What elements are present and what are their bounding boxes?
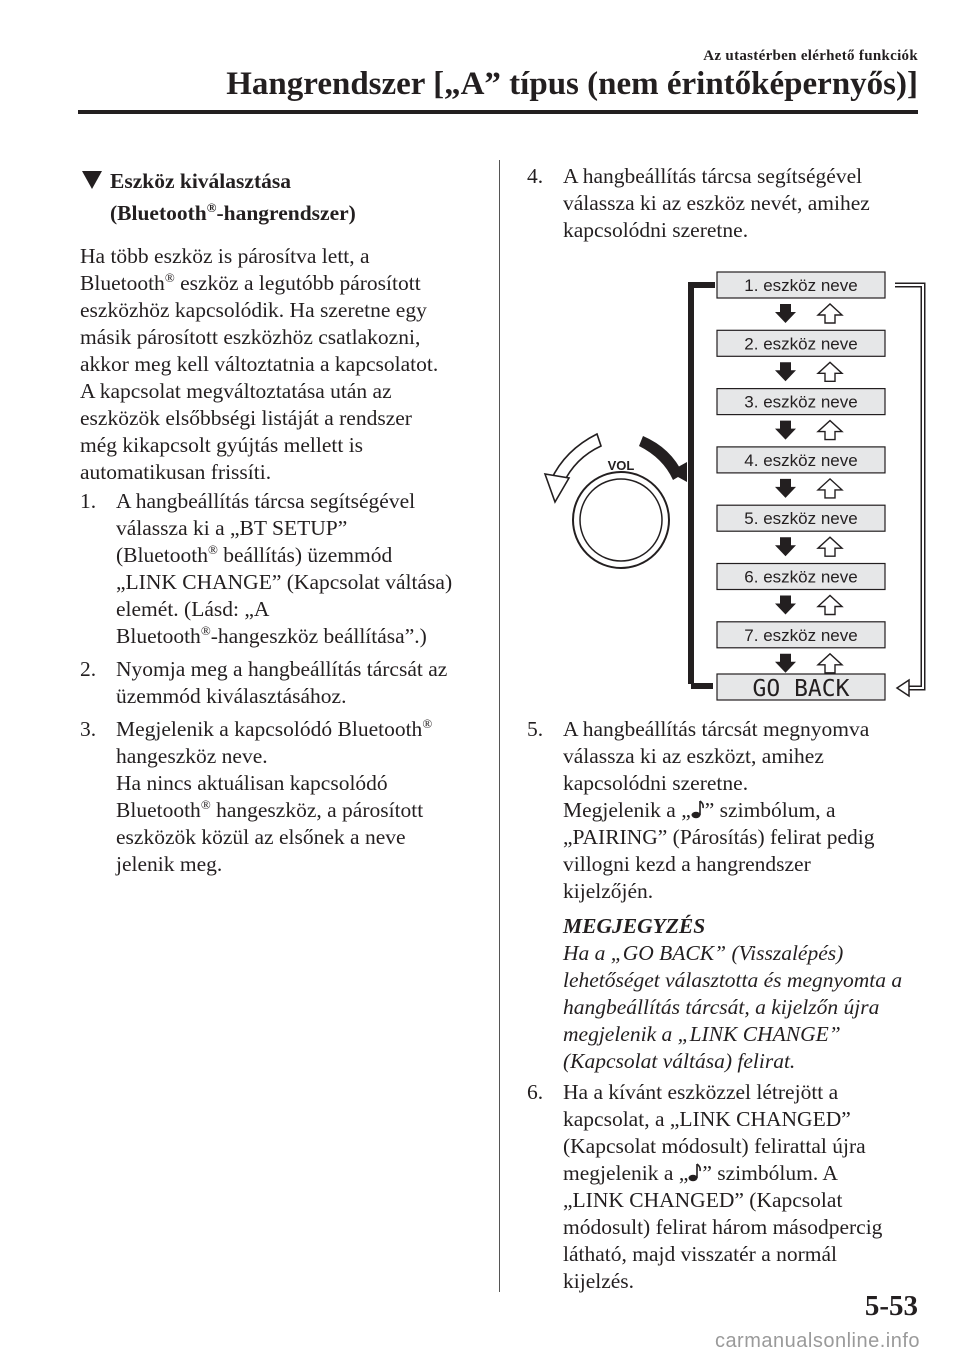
section-title-line-2: [110, 197, 475, 229]
knob-label: VOL: [607, 458, 635, 473]
text-line: hangeszköz neve.: [116, 744, 268, 768]
device-name: 2. eszköz neve: [744, 334, 858, 354]
text-line: A hangbeállítás tárcsa segítségével: [563, 164, 863, 188]
page-number: 5-53: [864, 1290, 918, 1322]
step-number: 4.: [527, 164, 544, 188]
solid-arrow-down-icon: [775, 537, 796, 556]
text-span: (Bluetooth: [116, 543, 208, 567]
outline-arrow-up-icon: [818, 362, 842, 381]
page-title: Hangrendszer [„A” típus (nem érintőképernyős)]: [226, 66, 918, 102]
text-line: [80, 270, 475, 297]
text-line: elemét. (Lásd: „A: [116, 597, 270, 621]
text-line: [116, 797, 475, 824]
device-name: 1. eszköz neve: [744, 276, 858, 295]
solid-arrow-down-icon: [775, 596, 796, 615]
step-number: 6.: [527, 1080, 544, 1104]
text-line: Ha a „GO BACK” (Visszalépés): [563, 941, 844, 965]
text-line: Ha a kívánt eszközzel létrejött a: [563, 1080, 839, 1104]
note-text: [527, 940, 922, 1075]
text-line: automatikusan frissíti.: [80, 460, 272, 484]
text-line: kijelzőjén.: [563, 879, 654, 903]
text-line: [116, 716, 475, 743]
text-span: Bluetooth: [80, 271, 165, 295]
loop-line-left: [691, 285, 715, 684]
text-line: A hangbeállítás tárcsát megnyomva: [563, 717, 870, 741]
music-note-icon: [688, 1162, 702, 1182]
text-line: Ha több eszköz is párosítva lett, a: [80, 244, 370, 268]
text-span: eszköz a legutóbb párosított: [174, 271, 421, 295]
text-span: beállítás) üzemmód: [217, 543, 393, 567]
text-line: kijelzés.: [563, 1269, 635, 1293]
text-line: eszközök elsőbbségi listáját a rendszer: [80, 406, 412, 430]
section-title-text: (Bluetooth: [110, 201, 207, 225]
solid-arrow-down-icon: [775, 479, 796, 498]
text-line: hangbeállítás tárcsát, a kijelzőn újra: [563, 995, 880, 1019]
registered-mark: ®: [200, 796, 211, 812]
text-line: akkor meg kell változtatnia a kapcsolatot.: [80, 352, 439, 376]
solid-arrow-down-icon: [775, 304, 796, 323]
text-line: (Kapcsolat váltása) felirat.: [563, 1049, 796, 1073]
step-4: [527, 163, 922, 244]
header-rule: [78, 110, 918, 114]
solid-arrow-down-icon: [775, 362, 796, 381]
header-subtitle: Az utastérben elérhető funkciók: [703, 48, 918, 64]
text-line: megjelenik a „LINK CHANGE”: [563, 1022, 841, 1046]
registered-mark: ®: [200, 622, 211, 638]
text-line: [116, 623, 475, 650]
text-line: eszközök közül az elsőnek a neve: [116, 825, 406, 849]
step-number: 5.: [527, 717, 544, 741]
text-line: válassza ki a „BT SETUP”: [116, 516, 348, 540]
registered-mark: ®: [164, 269, 175, 285]
text-line: kapcsolat, a „LINK CHANGED”: [563, 1107, 851, 1131]
text-line: Ha nincs aktuálisan kapcsolódó: [116, 771, 388, 795]
registered-mark: ®: [207, 541, 218, 557]
section-title: [80, 165, 475, 229]
text-span: hangeszköz, a párosított: [210, 798, 424, 822]
section-title-line-1: Eszköz kiválasztása: [110, 169, 291, 193]
text-line: eszközhöz kapcsolódik. Ha szeretne egy: [80, 298, 427, 322]
text-line: (Kapcsolat módosult) felirattal újra: [563, 1134, 866, 1158]
device-selection-diagram: [525, 268, 940, 708]
solid-arrow-down-icon: [775, 421, 796, 440]
text-line: A kapcsolat megváltoztatása után az: [80, 379, 392, 403]
note-title: MEGJEGYZÉS: [563, 914, 706, 938]
text-line: „LINK CHANGE” (Kapcsolat váltása): [116, 570, 453, 594]
text-span: ” szimbólum. A: [702, 1161, 838, 1185]
rotate-ccw-arrow-head: [545, 474, 569, 502]
go-back-label: GO BACK: [752, 676, 850, 702]
step-3: [80, 716, 475, 878]
text-span: Bluetooth: [116, 624, 201, 648]
device-name: 6. eszköz neve: [744, 567, 858, 587]
device-name: 4. eszköz neve: [744, 450, 858, 470]
text-line: módosult) felirat három másodpercig: [563, 1215, 883, 1239]
step-6: [527, 1079, 922, 1295]
device-name: 5. eszköz neve: [744, 509, 858, 529]
music-note-icon: [691, 799, 705, 819]
text-line: „PAIRING” (Párosítás) felirat pedig: [563, 825, 875, 849]
text-line: Nyomja meg a hangbeállítás tárcsát az: [116, 657, 448, 681]
step-5: [527, 716, 922, 905]
outline-arrow-up-icon: [818, 537, 842, 556]
device-name: 3. eszköz neve: [744, 392, 858, 412]
text-line: még kikapcsolt gyújtás mellett is: [80, 433, 364, 457]
outline-arrow-up-icon: [818, 421, 842, 440]
text-line: [563, 797, 922, 824]
left-column: [80, 165, 475, 884]
outline-arrow-up-icon: [818, 479, 842, 498]
loop-line-right: [895, 285, 923, 688]
text-span: -hangeszköz beállítása”.): [210, 624, 427, 648]
text-line: A hangbeállítás tárcsa segítségével: [116, 489, 416, 513]
step-2: [80, 656, 475, 710]
step-1: [80, 488, 475, 650]
volume-knob-inner: [580, 479, 662, 561]
text-line: másik párosított eszközhöz csatlakozni,: [80, 325, 421, 349]
outline-arrow-up-icon: [818, 304, 842, 323]
device-name: 7. eszköz neve: [744, 625, 858, 645]
section-title-text: -hangrendszer): [216, 201, 356, 225]
text-span: ” szimbólum, a: [704, 798, 836, 822]
text-line: látható, majd visszatér a normál: [563, 1242, 838, 1266]
text-line: „LINK CHANGED” (Kapcsolat: [563, 1188, 843, 1212]
step-number: 3.: [80, 717, 97, 741]
registered-mark: ®: [206, 199, 217, 215]
registered-mark: ®: [422, 715, 433, 731]
text-line: villogni kezd a hangrendszer: [563, 852, 811, 876]
watermark: carmanualsonline.info: [714, 1330, 920, 1352]
text-span: Bluetooth: [116, 798, 201, 822]
text-span: Megjelenik a „: [563, 798, 691, 822]
text-line: [116, 542, 475, 569]
text-line: [563, 1160, 922, 1187]
text-span: megjelenik a „: [563, 1161, 689, 1185]
text-line: kapcsolódni szeretne.: [563, 771, 749, 795]
text-line: válassza ki az eszközt, amihez: [563, 744, 824, 768]
loop-line-right-inner: [895, 285, 923, 688]
text-line: üzemmód kiválasztásához.: [116, 684, 347, 708]
device-list: [717, 272, 885, 673]
triangle-bullet-icon: [82, 171, 102, 189]
outline-arrow-left-icon: [897, 680, 909, 696]
text-line: jelenik meg.: [116, 852, 223, 876]
text-line: kapcsolódni szeretne.: [563, 218, 749, 242]
solid-arrow-down-icon: [775, 654, 796, 673]
text-line: válassza ki az eszköz nevét, amihez: [563, 191, 870, 215]
column-divider: [499, 160, 500, 1292]
outline-arrow-up-icon: [818, 654, 842, 673]
step-number: 1.: [80, 489, 97, 513]
outline-arrow-up-icon: [818, 596, 842, 615]
step-number: 2.: [80, 657, 97, 681]
text-line: lehetőséget választotta és megnyomta a: [563, 968, 903, 992]
text-span: Megjelenik a kapcsolódó Bluetooth: [116, 717, 423, 741]
intro-paragraph: [80, 243, 475, 486]
